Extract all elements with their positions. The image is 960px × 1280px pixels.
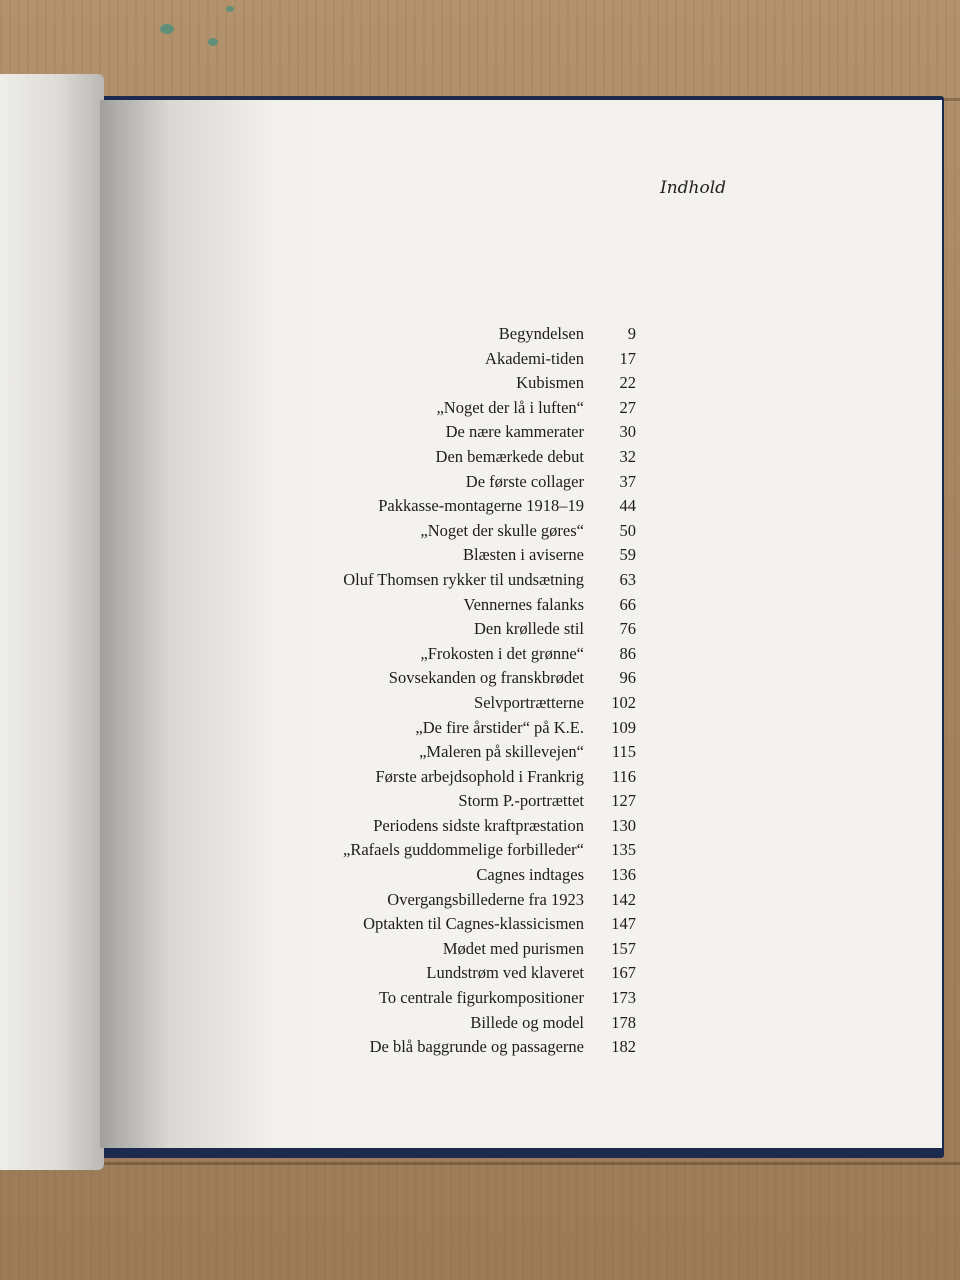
toc-entry-page-number: 32 (619, 446, 636, 466)
toc-entry-page-number: 116 (611, 766, 636, 786)
toc-entry-page-number: 167 (611, 963, 636, 983)
toc-entry (280, 888, 636, 913)
toc-entry (280, 642, 636, 667)
toc-entry-page-number: 178 (611, 1012, 636, 1032)
toc-entry (280, 986, 636, 1011)
table-of-contents (280, 322, 636, 1060)
toc-entry-page-number: 22 (619, 373, 636, 393)
toc-entry (280, 1011, 636, 1036)
toc-entry-title: Periodens sidste kraftpræstation (373, 815, 584, 835)
toc-entry-title: Oluf Thomsen rykker til undsætning (343, 569, 584, 589)
toc-entry (280, 445, 636, 470)
toc-entry-page-number: 37 (619, 471, 636, 491)
toc-entry-title: Mødet med purismen (442, 938, 584, 958)
toc-entry-title: „Rafaels guddommelige forbilleder“ (343, 840, 584, 860)
toc-entry-page-number: 102 (611, 692, 636, 712)
toc-entry (280, 347, 636, 372)
toc-entry (280, 593, 636, 618)
toc-entry (280, 863, 636, 888)
toc-entry-title: Cagnes indtages (476, 865, 584, 885)
toc-entry-title: Pakkasse-montagerne 1918–19 (378, 496, 584, 516)
toc-entry-title: Sovsekanden og franskbrødet (388, 668, 584, 688)
toc-entry-page-number: 135 (611, 840, 636, 860)
toc-entry-title: Den bemærkede debut (435, 446, 584, 466)
toc-entry (280, 543, 636, 568)
page-title: Indhold (660, 178, 727, 198)
toc-entry (280, 666, 636, 691)
toc-entry-title: Billede og model (470, 1012, 584, 1032)
toc-entry-page-number: 27 (619, 397, 636, 417)
toc-entry (280, 716, 636, 741)
toc-entry-page-number: 59 (619, 545, 636, 565)
toc-entry-page-number: 66 (619, 594, 636, 614)
toc-entry-title: Blæsten i aviserne (463, 545, 584, 565)
toc-entry-page-number: 182 (611, 1037, 636, 1057)
toc-entry (280, 814, 636, 839)
toc-entry (280, 396, 636, 421)
toc-entry-page-number: 142 (611, 889, 636, 909)
contents-page (100, 100, 942, 1148)
toc-entry-page-number: 127 (611, 791, 636, 811)
toc-entry-title: Begyndelsen (498, 324, 584, 343)
toc-entry-title: Optakten til Cagnes-klassicismen (363, 914, 584, 934)
toc-entry-title: „Frokosten i det grønne“ (420, 643, 584, 663)
toc-entry (280, 838, 636, 863)
toc-entry-title: „Noget der lå i luften“ (436, 397, 584, 417)
paint-fleck (160, 24, 174, 34)
toc-entry-title: De blå baggrunde og passagerne (369, 1037, 584, 1057)
toc-entry (280, 961, 636, 986)
toc-entry (280, 789, 636, 814)
toc-entry-page-number: 96 (619, 668, 636, 688)
toc-entry-page-number: 136 (611, 865, 636, 885)
toc-entry (280, 470, 636, 495)
table-plank-seam (0, 1162, 960, 1165)
toc-entry (280, 1035, 636, 1060)
toc-entry (280, 765, 636, 790)
toc-entry-title: Lundstrøm ved klaveret (426, 963, 584, 983)
toc-entry (280, 691, 636, 716)
toc-entry-title: „Maleren på skillevejen“ (419, 742, 584, 762)
toc-entry (280, 371, 636, 396)
toc-entry-page-number: 76 (619, 619, 636, 639)
toc-entry (280, 617, 636, 642)
toc-entry (280, 568, 636, 593)
toc-entry (280, 740, 636, 765)
toc-entry-title: „De fire årstider“ på K.E. (415, 717, 584, 737)
toc-entry-title: Selvportrætterne (474, 692, 584, 712)
toc-entry-title: Første arbejdsophold i Frankrig (375, 766, 584, 786)
toc-entry-page-number: 30 (619, 422, 636, 442)
toc-entry-title: „Noget der skulle gøres“ (420, 520, 584, 540)
toc-entry-page-number: 17 (619, 348, 636, 368)
toc-entry-page-number: 9 (627, 324, 636, 343)
toc-entry (280, 494, 636, 519)
toc-entry-page-number: 147 (611, 914, 636, 934)
toc-entry-title: De første collager (465, 471, 584, 491)
left-page-edge (0, 74, 104, 1170)
toc-entry-title: Den krøllede stil (474, 619, 584, 639)
toc-entry-title: De nære kammerater (445, 422, 584, 442)
toc-entry-title: Kubismen (516, 373, 584, 393)
toc-entry (280, 420, 636, 445)
toc-entry-title: Vennernes falanks (463, 594, 584, 614)
toc-entry-page-number: 63 (619, 569, 636, 589)
toc-entry-title: Akademi-tiden (485, 348, 584, 368)
toc-entry-page-number: 115 (611, 742, 636, 762)
toc-entry-page-number: 44 (619, 496, 636, 516)
paint-fleck (226, 6, 234, 12)
toc-entry-title: Overgangsbillederne fra 1923 (387, 889, 584, 909)
toc-entry (280, 519, 636, 544)
toc-entry-title: Storm P.-portrættet (458, 791, 584, 811)
toc-entry-page-number: 157 (611, 938, 636, 958)
toc-entry (280, 937, 636, 962)
toc-entry-page-number: 130 (611, 815, 636, 835)
toc-entry-page-number: 109 (611, 717, 636, 737)
toc-entry (280, 912, 636, 937)
toc-entry-page-number: 86 (619, 643, 636, 663)
toc-entry-title: To centrale figurkompositioner (378, 988, 584, 1008)
paint-fleck (208, 38, 218, 46)
toc-entry (280, 322, 636, 347)
toc-entry-page-number: 50 (619, 520, 636, 540)
toc-entry-page-number: 173 (611, 988, 636, 1008)
